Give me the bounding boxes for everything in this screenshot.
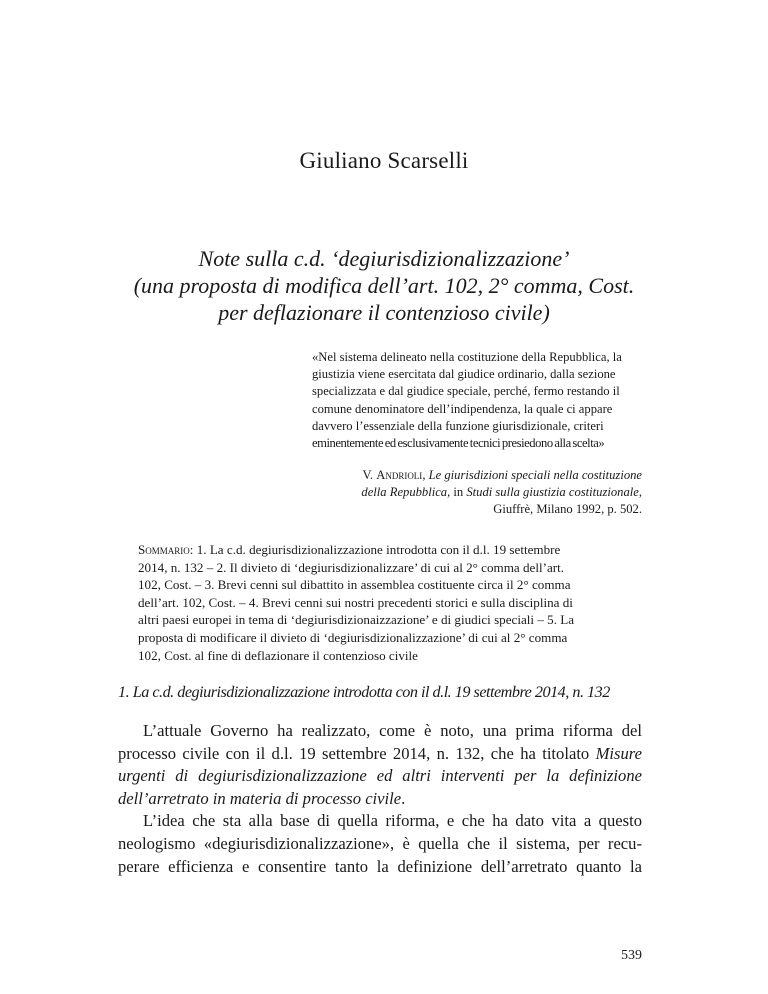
epigraph-line: specializzata e dal giudice speciale, perché, fermo restando il — [312, 384, 620, 399]
summary-line: 1. La c.d. degiurisdizionalizzazione introdotta con il d.l. 19 settembre — [196, 542, 561, 557]
attribution-separator: , — [422, 468, 429, 482]
epigraph-attribution — [312, 467, 642, 519]
epigraph-line: «Nel sistema delineato nella costituzione della Repubblica, la — [312, 350, 622, 364]
author-name: Giuliano Scarselli — [299, 148, 469, 173]
attribution-work: della Repubblica, — [361, 485, 451, 500]
epigraph-quote — [312, 349, 642, 452]
summary-label-tail: : — [189, 542, 197, 557]
body-line: L’attuale Governo ha realizzato, come è noto, una prima riforma del — [143, 721, 642, 740]
attribution-surname: Andrioli — [376, 468, 423, 482]
title-line: per deflazionare il contenzioso civile) — [218, 300, 550, 325]
attribution-publisher: Giuffrè, Milano 1992, p. 502. — [493, 502, 642, 517]
epigraph-line: davvero l’essenziale della funzione giurisdizionale, criteri — [312, 418, 604, 433]
epigraph-line: giustizia viene esercitata dal giudice ordinario, dalla sezione — [312, 367, 616, 382]
body-italic-title: Misure — [595, 743, 642, 763]
body-line: L’idea che sta alla base di quella riforma, e che ha dato vita a questo — [143, 811, 642, 831]
body-line: neologismo «degiurisdizionalizzazione», è quella che il sistema, per recu- — [118, 833, 642, 853]
epigraph-line: eminentemente ed esclusivamente tecnici presiedono alla scelta» — [312, 436, 605, 451]
body-line: urgenti di degiurisdizionalizzazione ed altri interventi per la definizione — [118, 766, 642, 786]
attribution-source: Studi sulla giustizia costituzionale — [466, 485, 639, 500]
page-number: 539 — [621, 948, 642, 963]
summary-line: 102, Cost. al fine di deflazionare il contenzioso civile — [138, 647, 418, 663]
title-line: Note sulla c.d. ‘degiurisdizionalizzazione’ — [198, 246, 570, 271]
summary-line: proposta di modificare il divieto di ‘degiurisdizionalizzazione’ di cui al 2° comma — [138, 629, 568, 645]
body-text-span: processo civile con il d.l. 19 settembre 2014, n. 132, che ha titolato — [118, 743, 596, 763]
article-title — [0, 245, 768, 326]
title-line: (una proposta di modifica dell’art. 102, 2° comma, Cost. — [133, 273, 635, 298]
attribution-in: in — [450, 485, 467, 500]
body-line — [118, 743, 642, 766]
summary-line: dell’art. 102, Cost. – 4. Brevi cenni sui nostri precedenti storici e sulla disciplina di — [138, 594, 573, 610]
epigraph-line: comune denominatore dell’indipendenza, la quale ci appare — [312, 401, 613, 416]
section-heading: 1. La c.d. degiurisdizionalizzazione introdotta con il d.l. 19 settembre 2014, n. 132 — [118, 683, 610, 701]
summary-line: altri paesi europei in tema di ‘degiurisdizionaizzazione’ e di giudici speciali – 5. La — [138, 612, 575, 628]
body-text — [118, 720, 642, 878]
attribution-work: Le giurisdizioni speciali nella costituzione — [428, 468, 642, 482]
table-of-contents — [138, 541, 632, 664]
body-line: perare efficienza e consentire tanto la definizione dell’arretrato quanto la — [118, 856, 642, 876]
attribution-initial: V. — [362, 468, 377, 482]
body-text-span: . — [401, 788, 406, 808]
summary-label: Sommario — [138, 542, 190, 557]
body-italic-title: dell’arretrato in materia di processo civile — [118, 788, 402, 808]
summary-line: 2014, n. 132 – 2. Il divieto di ‘degiurisdizionalizzare’ di cui al 2° comma dell’art. — [138, 559, 565, 575]
body-line — [118, 788, 642, 811]
summary-line: 102, Cost. – 3. Brevi cenni sul dibattito in assemblea costituente circa il 2° comma — [138, 577, 571, 593]
attribution-source-tail: , — [638, 485, 642, 500]
